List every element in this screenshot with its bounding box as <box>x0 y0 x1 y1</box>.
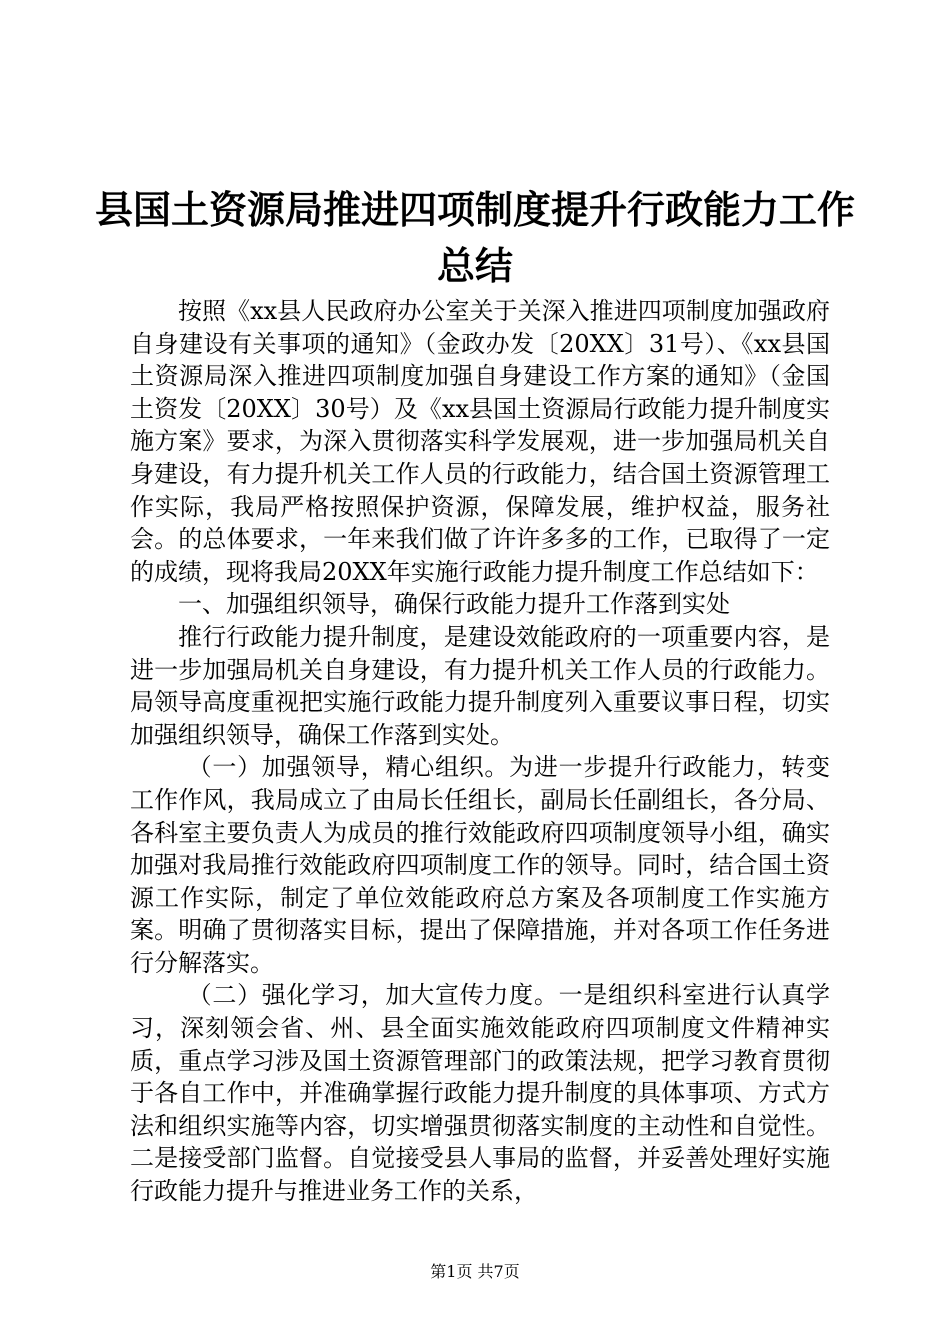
document-title-line-2: 总结 <box>436 243 513 288</box>
section-1-paragraph: 推行行政能力提升制度，是建设效能政府的一项重要内容，是进一步加强局机关自身建设，有力提升机关工作人员的行政能力。局领导高度重视把实施行政能力提升制度列入重要议事日程，切实加强组织领导，确保工作落到实处。 <box>130 622 830 749</box>
section-heading-1: 一、加强组织领导，确保行政能力提升工作落到实处 <box>178 590 730 619</box>
document-body <box>130 295 830 1208</box>
document-title-line-1: 县国土资源局推进四项制度提升行政能力工作 <box>94 187 855 232</box>
subsection-2-paragraph: （二）强化学习，加大宣传力度。一是组织科室进行认真学习，深刻领会省、州、县全面实施效能政府四项制度文件精神实质，重点学习涉及国土资源管理部门的政策法规，把学习教育贯彻于各自工作中，并准确掌握行政能力提升制度的具体事项、方式方法和组织实施等内容，切实增强贯彻落实制度的主动性和自觉性。二是接受部门监督。自觉接受县人事局的监督，并妥善处理好实施行政能力提升与推进业务工作的关系， <box>130 981 830 1206</box>
page-number-footer: 第1页 共7页 <box>430 1262 520 1281</box>
intro-paragraph: 按照《xx县人民政府办公室关于关深入推进四项制度加强政府自身建设有关事项的通知》（金政办发〔20XX〕31号）、《xx县国土资源局深入推进四项制度加强自身建设工作方案的通知》（金国土资发〔20XX〕30号）及《xx县国土资源局行政能力提升制度实施方案》要求，为深入贯彻落实科学发展观，进一步加强局机关自身建设，有力提升机关工作人员的行政能力，结合国土资源管理工作实际，我局严格按照保护资源，保障发展，维护权益，服务社会。的总体要求，一年来我们做了许许多多的工作，已取得了一定的成绩，现将我局20XX年实施行政能力提升制度工作总结如下： <box>130 297 830 586</box>
subsection-1-paragraph: （一）加强领导，精心组织。为进一步提升行政能力，转变工作作风，我局成立了由局长任组长，副局长任副组长，各分局、各科室主要负责人为成员的推行效能政府四项制度领导小组，确实加强对我局推行效能政府四项制度工作的领导。同时，结合国土资源工作实际，制定了单位效能政府总方案及各项制度工作实施方案。明确了贯彻落实目标，提出了保障措施，并对各项工作任务进行分解落实。 <box>130 753 830 977</box>
